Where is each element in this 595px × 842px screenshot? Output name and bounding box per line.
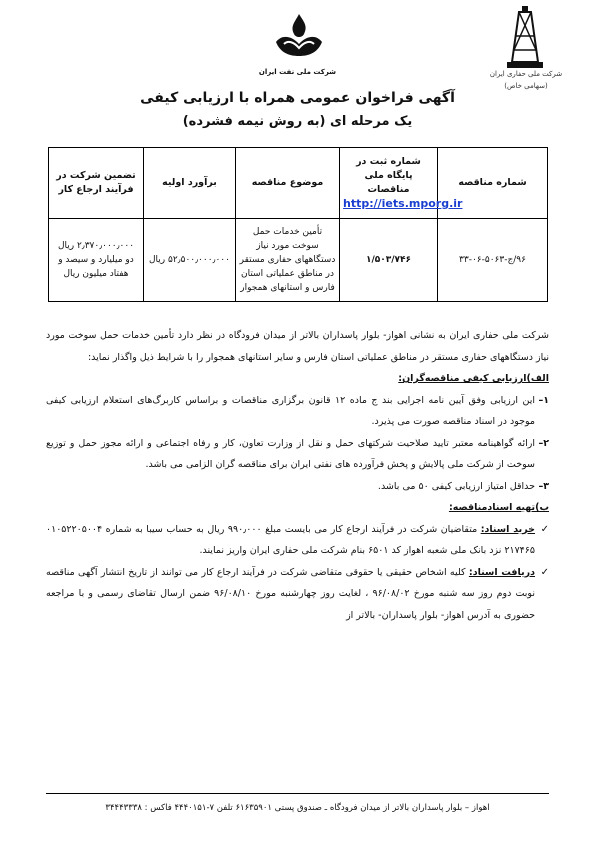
table-header-row <box>49 148 548 219</box>
registry-link[interactable]: http://iets.mporg.ir <box>343 197 463 210</box>
col-header-guarantee: تضمین شرکت در فرآیند ارجاع کار <box>49 148 144 219</box>
list-item <box>46 562 549 627</box>
item-number: ۳– <box>538 480 549 492</box>
intro-paragraph: شرکت ملی حفاری ایران به نشانی اهواز- بلوار پاسداران بالاتر از میدان فرودگاه در نظر دارد تأمین خدمات حمل سوخت مورد نیاز دستگاههای حفاری مستقر در مناطق عملیاتی استان فارس و سایر استانهای همجوار را با شرایط ذیل واگذار نماید: <box>46 330 549 363</box>
item-text: حداقل امتیاز ارزیابی کیفی ۵۰ می باشد. <box>377 480 535 492</box>
checkmark-icon: ✓ <box>540 523 549 535</box>
item-text: متقاضیان شرکت در فرآیند ارجاع کار می بایست مبلغ ۹۹۰٫۰۰۰ ریال به حساب سیبا به شماره ۰۱۰۵۲۲۰۵۰۰۴ ۲۱۷۴۶۵ نزد بانک ملی شعبه اهواز کد ۶۵۰۱ بنام شرکت ملی حفاری ایران واریز نمایند. <box>46 523 535 556</box>
checkmark-icon: ✓ <box>540 566 549 578</box>
guarantee-words: دو میلیارد و سیصد و هفتاد میلیون ریال <box>58 255 134 279</box>
drilling-derrick-logo-icon <box>507 6 543 68</box>
section-b-heading: ب)تهیه اسنادمناقصه: <box>448 502 549 513</box>
list-item <box>46 476 549 498</box>
item-label: خرید اسناد: <box>480 523 536 535</box>
list-item <box>46 390 549 433</box>
section-a-heading: الف)ارزیابی کیفی مناقصه‌گران: <box>398 373 549 384</box>
col-header-tender-no: شماره مناقصه <box>438 148 548 219</box>
item-text: کلیه اشخاص حقیقی یا حقوقی متقاضی شرکت در فرآیند ارجاع کار می توانند از تاریخ انتشار آگهی مناقصه نوبت دوم روز سه شنبه مورخ ۹۶/۰۸/۰۲ ، لغایت روز چهارشنبه مورخ ۹۶/۰۸/۱۰ ضمن ارسال تقاضای رسمی و با مراجعه حضوری به آدرس اهواز- بلوار پاسداران- بالاتر از <box>46 566 535 621</box>
list-item <box>46 433 549 476</box>
cell-guarantee <box>49 219 144 302</box>
col-header-estimate: برآورد اولیه <box>144 148 236 219</box>
guarantee-number: ۲٫۳۷۰٫۰۰۰٫۰۰۰ ریال <box>57 241 135 251</box>
company-right-name: شرکت ملی حفاری ایران <box>489 70 563 78</box>
oil-company-name: شرکت ملی نفت ایران <box>258 68 337 76</box>
cell-registry-no: ۱/۵۰۳/۷۴۶ <box>340 219 438 302</box>
page-title: آگهی فراخوان عمومی همراه با ارزیابی کیفی <box>140 90 455 106</box>
col-header-registry <box>340 148 463 219</box>
item-text: این ارزیابی وفق آیین نامه اجرایی بند ج ماده ۱۲ قانون برگزاری مناقصات و براساس کاربرگ‌های استعلام ارزیابی کیفی موجود در اسناد مناقصه صورت می پذیرد. <box>46 394 535 427</box>
item-label: دریافت اسناد: <box>468 566 536 578</box>
col-header-subject: موضوع مناقصه <box>236 148 340 219</box>
item-text: ارائه گواهینامه معتبر تایید صلاحیت شرکتهای حمل و نقل از وزارت تعاون، کار و رفاه اجتماعی و ارائه مجوز حمل و توزیع سوخت از شرکت ملی پالایش و پخش فرآورده های نفتی ایران برای مناقصه گران الزامی می باشد. <box>46 437 535 470</box>
table-row <box>49 219 548 302</box>
item-number: ۱– <box>538 394 549 406</box>
tender-table <box>48 147 548 302</box>
company-right-sub: (سهامی خاص) <box>504 82 548 90</box>
cell-subject: تأمین خدمات حمل سوخت مورد نیاز دستگاههای حفاری مستقر در مناطق عملیاتی استان فارس و استانهای همجوار <box>236 219 340 302</box>
cell-estimate: ۵۲٫۵۰۰٫۰۰۰٫۰۰۰ ریال <box>144 219 236 302</box>
footer-address: اهواز – بلوار پاسداران بالاتر از میدان فرودگاه ـ صندوق پستی ۶۱۶۳۵۹۰۱ تلفن ۷-۴۴۴۰۱۵۱ فاکس : ۳۴۴۴۳۳۳۸ <box>46 793 549 813</box>
cell-tender-no: ۹۶/ج-۵۰۶۳-۰۶-۳۳ <box>438 219 548 302</box>
item-number: ۲– <box>538 437 549 449</box>
col-header-registry-label: شماره ثبت در پایگاه ملی مناقصات <box>356 156 421 195</box>
nioc-flame-logo-icon <box>270 12 328 60</box>
page-subtitle: یک مرحله ای (به روش نیمه فشرده) <box>182 114 413 129</box>
list-item <box>46 519 549 562</box>
notice-body <box>46 325 549 626</box>
